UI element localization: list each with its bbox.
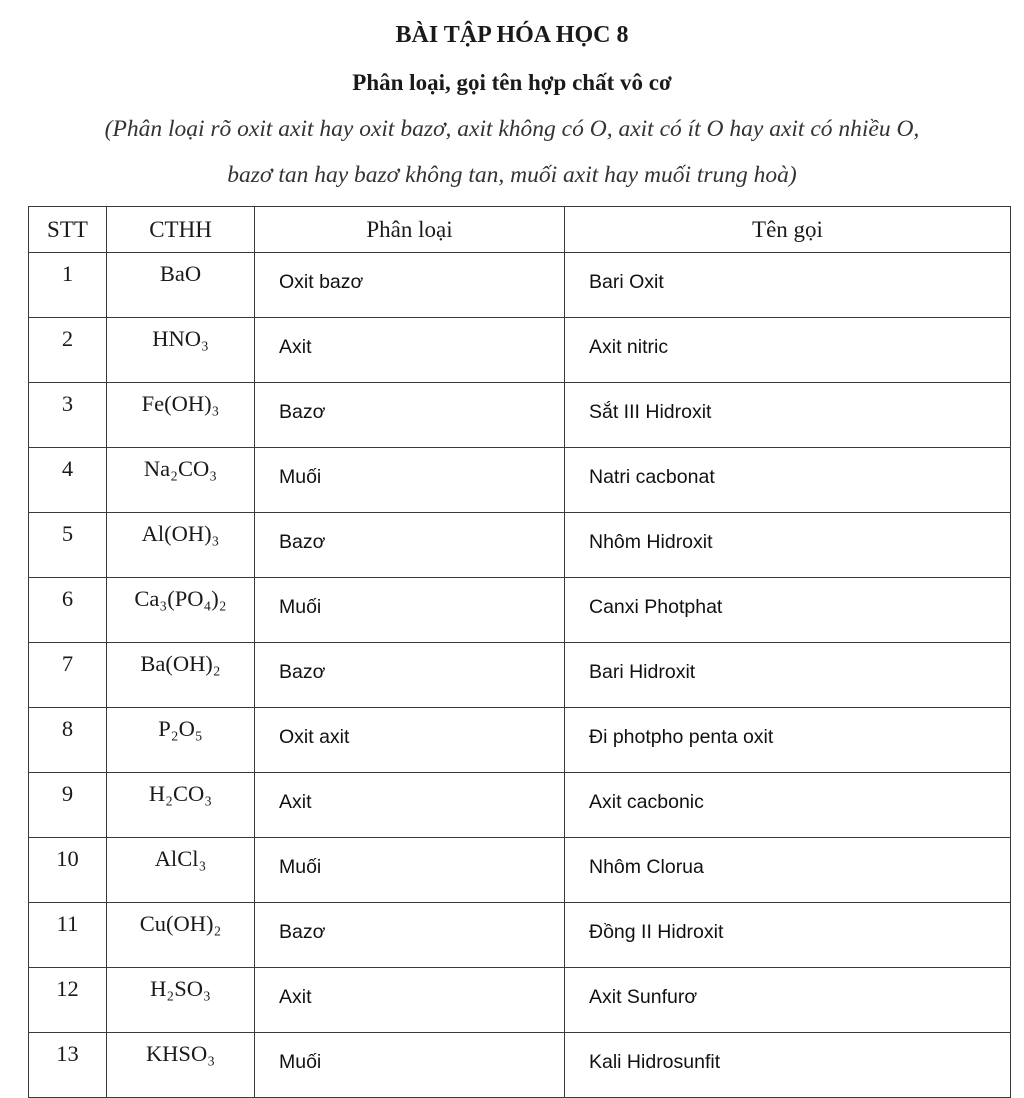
- cell-cthh: AlCl₃: [107, 838, 255, 903]
- table-row: [29, 1033, 1011, 1098]
- cell-ten-goi: Bari Hidroxit: [565, 643, 1011, 708]
- table-row: [29, 773, 1011, 838]
- cell-stt: 8: [29, 708, 107, 773]
- compounds-table: [28, 206, 1011, 1098]
- table-row: [29, 643, 1011, 708]
- table-row: [29, 968, 1011, 1033]
- table-row: [29, 448, 1011, 513]
- cell-ten-goi: Đồng II Hidroxit: [565, 903, 1011, 968]
- cell-ten-goi: Kali Hidrosunfit: [565, 1033, 1011, 1098]
- cell-ten-goi: Axit cacbonic: [565, 773, 1011, 838]
- cell-phan-loai: Oxit axit: [255, 708, 565, 773]
- cell-cthh: P₂O₅: [107, 708, 255, 773]
- cell-cthh: H₂SO₃: [107, 968, 255, 1033]
- cell-cthh: H₂CO₃: [107, 773, 255, 838]
- cell-cthh: Al(OH)₃: [107, 513, 255, 578]
- cell-phan-loai: Muối: [255, 448, 565, 513]
- cell-ten-goi: Bari Oxit: [565, 253, 1011, 318]
- instruction-note-line-2: bazơ tan hay bazơ không tan, muối axit hay muối trung hoà): [227, 162, 797, 188]
- cell-phan-loai: Axit: [255, 318, 565, 383]
- cell-stt: 4: [29, 448, 107, 513]
- cell-phan-loai: Bazơ: [255, 383, 565, 448]
- page-title: BÀI TẬP HÓA HỌC 8: [395, 22, 629, 48]
- cell-ten-goi: Axit nitric: [565, 318, 1011, 383]
- cell-cthh: Ba(OH)₂: [107, 643, 255, 708]
- cell-stt: 13: [29, 1033, 107, 1098]
- cell-phan-loai: Bazơ: [255, 513, 565, 578]
- page-subtitle: Phân loại, gọi tên hợp chất vô cơ: [352, 70, 672, 95]
- cell-phan-loai: Muối: [255, 1033, 565, 1098]
- cell-phan-loai: Muối: [255, 578, 565, 643]
- header-stt: STT: [29, 207, 107, 253]
- cell-ten-goi: Nhôm Hidroxit: [565, 513, 1011, 578]
- instruction-note-line-1: (Phân loại rõ oxit axit hay oxit bazơ, axit không có O, axit có ít O hay axit có nhiều O,: [104, 116, 920, 142]
- cell-stt: 1: [29, 253, 107, 318]
- cell-stt: 2: [29, 318, 107, 383]
- table-row: [29, 513, 1011, 578]
- cell-cthh: KHSO₃: [107, 1033, 255, 1098]
- table-row: [29, 708, 1011, 773]
- header-cthh: CTHH: [107, 207, 255, 253]
- cell-stt: 6: [29, 578, 107, 643]
- cell-phan-loai: Oxit bazơ: [255, 253, 565, 318]
- table-body: [29, 253, 1011, 1098]
- table-row: [29, 383, 1011, 448]
- cell-ten-goi: Axit Sunfurơ: [565, 968, 1011, 1033]
- cell-cthh: Fe(OH)₃: [107, 383, 255, 448]
- cell-phan-loai: Axit: [255, 773, 565, 838]
- cell-stt: 9: [29, 773, 107, 838]
- cell-stt: 10: [29, 838, 107, 903]
- cell-ten-goi: Nhôm Clorua: [565, 838, 1011, 903]
- cell-ten-goi: Sắt III Hidroxit: [565, 383, 1011, 448]
- table-row: [29, 318, 1011, 383]
- header-ten-goi: Tên gọi: [565, 207, 1011, 253]
- table-row: [29, 903, 1011, 968]
- cell-cthh: Ca₃(PO₄)₂: [107, 578, 255, 643]
- cell-phan-loai: Axit: [255, 968, 565, 1033]
- cell-stt: 7: [29, 643, 107, 708]
- cell-cthh: Cu(OH)₂: [107, 903, 255, 968]
- cell-stt: 12: [29, 968, 107, 1033]
- table-header-row: [29, 207, 1011, 253]
- cell-stt: 5: [29, 513, 107, 578]
- cell-cthh: HNO₃: [107, 318, 255, 383]
- table-row: [29, 578, 1011, 643]
- cell-stt: 3: [29, 383, 107, 448]
- cell-cthh: BaO: [107, 253, 255, 318]
- cell-stt: 11: [29, 903, 107, 968]
- table-row: [29, 838, 1011, 903]
- table-row: [29, 253, 1011, 318]
- cell-ten-goi: Canxi Photphat: [565, 578, 1011, 643]
- cell-phan-loai: Bazơ: [255, 643, 565, 708]
- cell-cthh: Na₂CO₃: [107, 448, 255, 513]
- cell-phan-loai: Muối: [255, 838, 565, 903]
- cell-ten-goi: Natri cacbonat: [565, 448, 1011, 513]
- header-phan-loai: Phân loại: [255, 207, 565, 253]
- cell-phan-loai: Bazơ: [255, 903, 565, 968]
- cell-ten-goi: Đi photpho penta oxit: [565, 708, 1011, 773]
